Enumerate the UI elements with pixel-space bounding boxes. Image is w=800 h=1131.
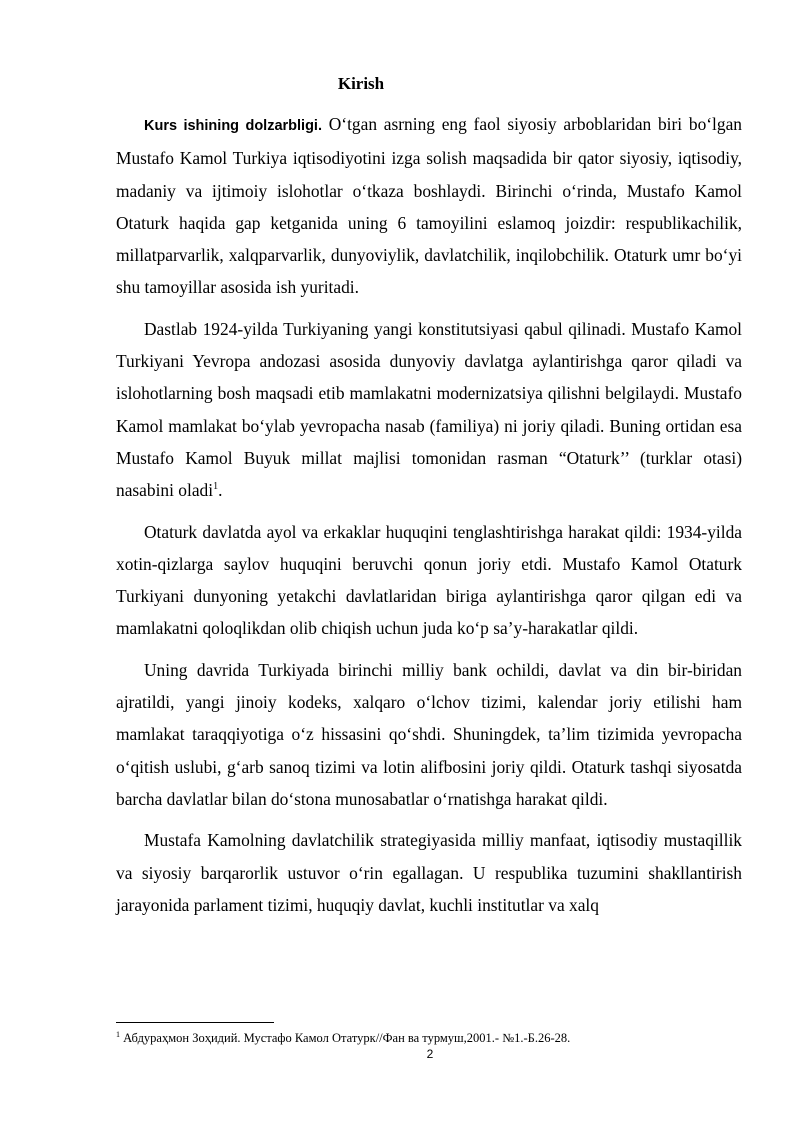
- paragraph-lead: Kurs ishining dolzarbligi.: [144, 118, 322, 134]
- paragraph-text: Dastlab 1924-yilda Turkiyaning yangi konstitutsiyasi qabul qilinadi. Mustafo Kamol Turkiyani Yevropa andozasi asosida dunyoviy davlatga aylantirishga qaror qiladi va islohotlarning bosh maqsadi etib mamlakatni modernizatsiya qilishni belgilaydi. Mustafo Kamol mamlakat bo‘ylab yevropacha nasab (familiya) ni joriy qiladi. Buning ortidan esa Mustafo Kamol Buyuk millat majlisi tomonidan rasman “Otaturk’’ (turklar otasi) nasabini oladi: [116, 318, 742, 501]
- page-number: 2: [426, 1047, 434, 1061]
- paragraph-text: O‘tgan asrning eng faol siyosiy arboblaridan biri bo‘lgan Mustafo Kamol Turkiya iqtisodiyotini izga solish maqsadida bir qator siyosiy, iqtisodiy, madaniy va ijtimoiy islohotlar o‘tkaza boshlaydi. Birinchi o‘rinda, Mustafo Kamol Otaturk haqida gap ketganida uning 6 tamoyilini eslamoq joizdir: respublikachilik, millatparvarlik, xalqparvarlik, dunyoviylik, davlatchilik, inqilobchilik. Otaturk umr bo‘yi shu tamoyillar asosida ish yuritadi.: [116, 114, 743, 298]
- footnote: [116, 1030, 742, 1046]
- paragraph-4: [116, 654, 742, 815]
- footnote-marker: 1: [116, 1029, 120, 1039]
- paragraph-text-end: .: [218, 480, 223, 501]
- paragraph-text: Mustafa Kamolning davlatchilik strategiyasida milliy manfaat, iqtisodiy mustaqillik va siyosiy barqarorlik ustuvor o‘rin egallagan. U respublika tuzumini shakllantirish jarayonida parlament tizimi, huquqiy davlat, kuchli institutlar va xalq: [116, 830, 742, 915]
- paragraph-text: Uning davrida Turkiyada birinchi milliy bank ochildi, davlat va din bir-biridan ajratildi, yangi jinoiy kodeks, xalqaro o‘lchov tizimi, kalendar joriy etilishi ham mamlakat taraqqiyotiga o‘z hissasini qo‘shdi. Shuningdek, ta’lim tizimida yevropacha o‘qitish uslubi, g‘arb sanoq tizimi va lotin alifbosini joriy qildi. Otaturk tashqi siyosatda barcha davlatlar bilan do‘stona munosabatlar o‘rnatishga harakat qildi.: [116, 659, 742, 809]
- paragraph-text: Otaturk davlatda ayol va erkaklar huquqini tenglashtirishga harakat qildi: 1934-yilda xotin-qizlarga saylov huquqini beruvchi qonun joriy etdi. Mustafo Kamol Otaturk Turkiyani dunyoning yetakchi davlatlaridan biriga aylantirishga qaror qilgan edi va mamlakatni qoloqlikdan olib chiqish uchun juda ko‘p sa’y-harakatlar qildi.: [116, 521, 742, 639]
- page-title: Kirish: [337, 74, 385, 93]
- footnote-text: Абдураҳмон Зоҳидий. Мустафо Камол Отатурк//Фан ва турмуш,2001.- №1.-Б.26-28.: [120, 1031, 571, 1045]
- document-body: [116, 108, 742, 930]
- footnote-reference[interactable]: 1: [213, 481, 219, 493]
- paragraph-2: [116, 313, 742, 507]
- paragraph-5: [116, 824, 742, 921]
- paragraph-3: [116, 516, 742, 645]
- footnote-divider: [116, 1022, 274, 1023]
- paragraph-1: [116, 108, 742, 304]
